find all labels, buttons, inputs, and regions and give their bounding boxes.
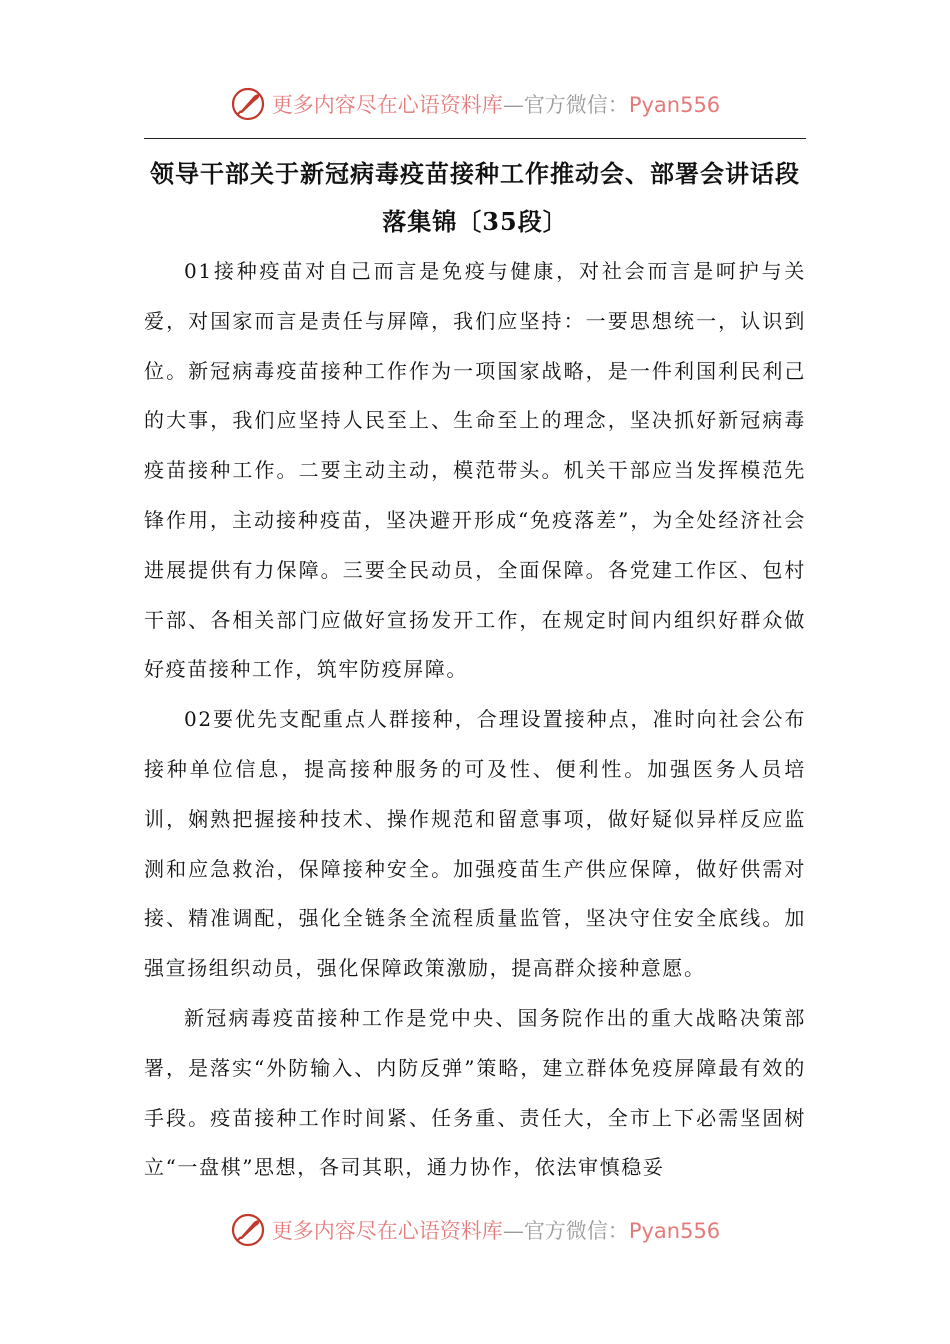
quill-pen-logo-icon (230, 1212, 266, 1248)
header-wechat-id: Pyan556 (628, 93, 721, 117)
header-banner (0, 84, 950, 124)
header-text (272, 89, 720, 119)
footer-wechat-id: Pyan556 (628, 1219, 721, 1243)
header-wechat-label: 官方微信： (523, 93, 629, 117)
quill-pen-logo-icon (230, 86, 266, 122)
footer-text (272, 1215, 720, 1245)
footer-separator: — (502, 1219, 524, 1243)
paragraph-1: 01接种疫苗对自己而言是免疫与健康，对社会而言是呵护与关爱，对国家而言是责任与屏障，我们应坚持：一要思想统一，认识到位。新冠病毒疫苗接种工作作为一项国家战略，是一件利国利民利己的大事，我们应坚持人民至上、生命至上的理念，坚决抓好新冠病毒疫苗接种工作。二要主动主动，模范带头。机关干部应当发挥模范先锋作用，主动接种疫苗，坚决避开形成“免疫落差”，为全处经济社会进展提供有力保障。三要全民动员，全面保障。各党建工作区、包村干部、各相关部门应做好宣扬发开工作，在规定时间内组织好群众做好疫苗接种工作，筑牢防疫屏障。 (144, 259, 806, 682)
header-separator: — (502, 93, 524, 117)
header-brand-text: 更多内容尽在心语资料库 (271, 93, 503, 117)
paragraph-3: 新冠病毒疫苗接种工作是党中央、国务院作出的重大战略决策部署，是落实“外防输入、内防反弹”策略，建立群体免疫屏障最有效的手段。疫苗接种工作时间紧、任务重、责任大，全市上下必需坚固树立“一盘棋”思想，各司其职，通力协作，依法审慎稳妥 (144, 1005, 806, 1180)
paragraph-2: 02要优先支配重点人群接种，合理设置接种点，准时向社会公布接种单位信息，提高接种服务的可及性、便利性。加强医务人员培训，娴熟把握接种技术、操作规范和留意事项，做好疑似异样反应监测和应急救治，保障接种安全。加强疫苗生产供应保障，做好供需对接、精准调配，强化全链条全流程质量监管，坚决守住安全底线。加强宣扬组织动员，强化保障政策激励，提高群众接种意愿。 (144, 707, 806, 981)
footer-brand-text: 更多内容尽在心语资料库 (271, 1219, 503, 1243)
header-divider (144, 138, 806, 139)
document-title: 领导干部关于新冠病毒疫苗接种工作推动会、部署会讲话段落集锦〔35段〕 (150, 159, 800, 236)
footer-wechat-label: 官方微信： (523, 1219, 629, 1243)
footer-banner (0, 1210, 950, 1250)
document-body (144, 247, 806, 1193)
